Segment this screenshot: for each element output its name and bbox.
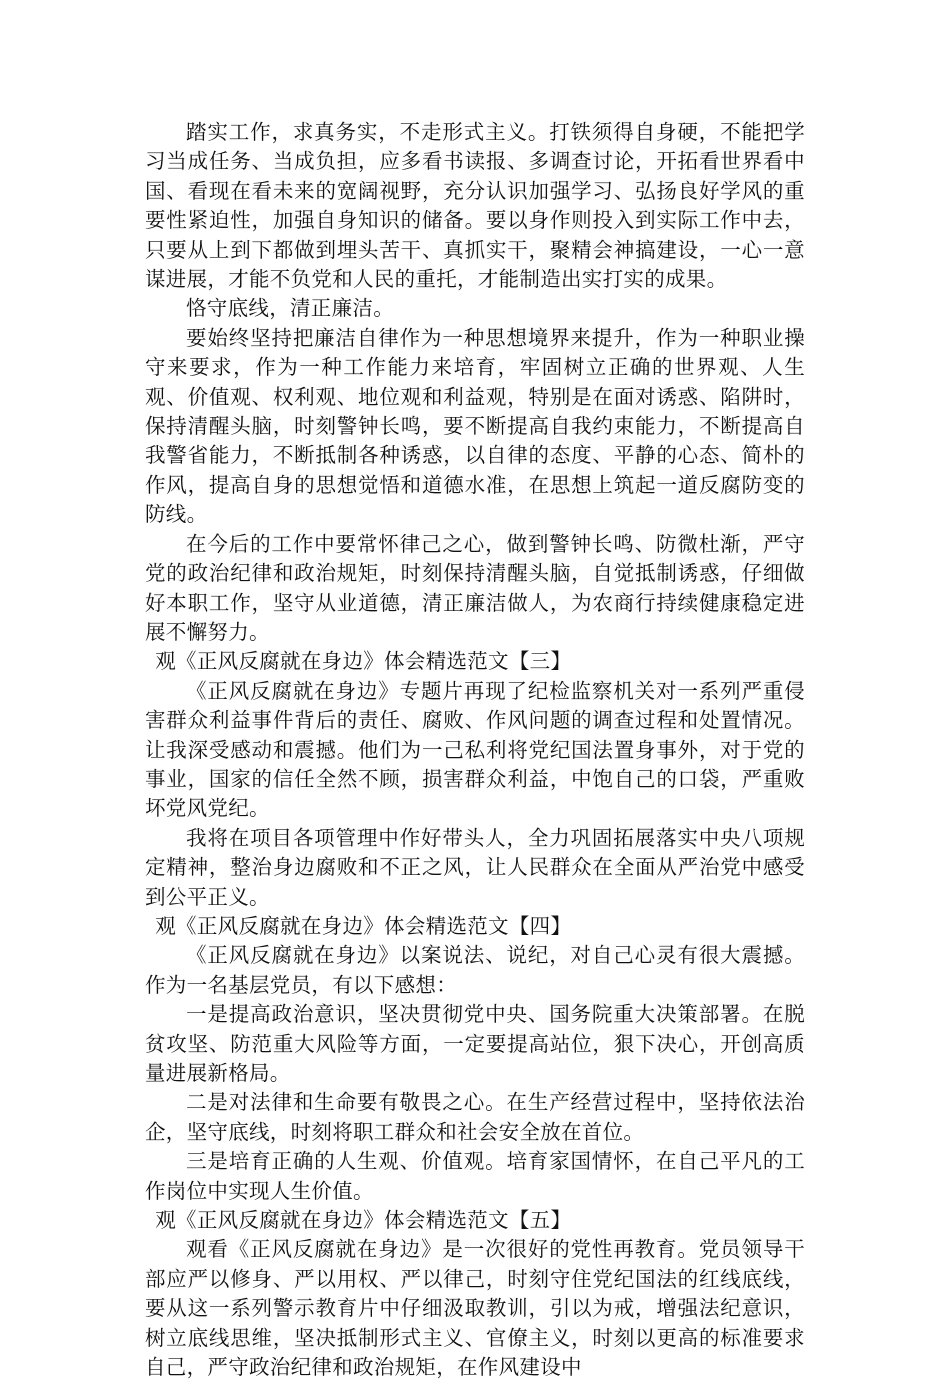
paragraph: 要始终坚持把廉洁自律作为一种思想境界来提升，作为一种职业操守来要求，作为一种工作能力来培育，牢固树立正确的世界观、人生观、价值观、权利观、地位观和利益观，特别是在面对诱惑、陷阱时，保持清醒头脑，时刻警钟长鸣，要不断提高自我约束能力，不断提高自我警省能力，不断抵制各种诱惑，以自律的态度、平静的心态、简朴的作风，提高自身的思想觉悟和道德水准，在思想上筑起一道反腐防变的防线。 (145, 325, 805, 527)
section-heading: 观《正风反腐就在身边》体会精选范文【三】 (155, 649, 572, 674)
paragraph: 在今后的工作中要常怀律己之心，做到警钟长鸣、防微杜渐，严守党的政治纪律和政治规矩，时刻保持清醒头脑，自觉抵制诱惑，仔细做好本职工作，坚守从业道德，清正廉洁做人，为农商行持续健康稳定进展不懈努力。 (145, 531, 805, 644)
paragraph: 我将在项目各项管理中作好带头人，全力巩固拓展落实中央八项规定精神，整治身边腐败和不正之风，让人民群众在全面从严治党中感受到公平正义。 (145, 825, 805, 909)
paragraph: 《正风反腐就在身边》以案说法、说纪，对自己心灵有很大震撼。作为一名基层党员，有以下感想： (145, 943, 805, 997)
document-body (145, 118, 805, 1382)
paragraph: 一是提高政治意识，坚决贯彻党中央、国务院重大决策部署。在脱贫攻坚、防范重大风险等方面，一定要提高站位，狠下决心，开创高质量进展新格局。 (145, 1002, 805, 1085)
paragraph: 观看《正风反腐就在身边》是一次很好的党性再教育。党员领导干部应严以修身、严以用权、严以律己，时刻守住党纪国法的红线底线，要从这一系列警示教育片中仔细汲取教训，引以为戒，增强法纪意识，树立底线思维，坚决抵制形式主义、官僚主义，时刻以更高的标准要求自己，严守政治纪律和政治规矩，在作风建设中 (145, 1237, 805, 1380)
paragraph: 三是培育正确的人生观、价值观。培育家国情怀，在自己平凡的工作岗位中实现人生价值。 (145, 1149, 805, 1203)
paragraph: 踏实工作，求真务实，不走形式主义。打铁须得自身硬，不能把学习当成任务、当成负担，应多看书读报、多调查讨论，开拓看世界看中国、看现在看未来的宽阔视野，充分认识加强学习、弘扬良好学风的重要性紧迫性，加强自身知识的储备。要以身作则投入到实际工作中去，只要从上到下都做到埋头苦干、真抓实干，聚精会神搞建设，一心一意谋进展，才能不负党和人民的重托，才能制造出实打实的成果。 (145, 120, 805, 292)
section-heading: 观《正风反腐就在身边》体会精选范文【五】 (155, 1208, 572, 1233)
paragraph: 恪守底线，清正廉洁。 (186, 296, 394, 321)
paragraph: 《正风反腐就在身边》专题片再现了纪检监察机关对一系列严重侵害群众利益事件背后的责任、腐败、作风问题的调查过程和处置情况。让我深受感动和震撼。他们为一己私利将党纪国法置身事外，对于党的事业，国家的信任全然不顾，损害群众利益，中饱自己的口袋，严重败坏党风党纪。 (145, 678, 805, 821)
paragraph: 二是对法律和生命要有敬畏之心。在生产经营过程中，坚持依法治企，坚守底线，时刻将职工群众和社会安全放在首位。 (145, 1090, 805, 1144)
section-heading: 观《正风反腐就在身边》体会精选范文【四】 (155, 913, 572, 938)
